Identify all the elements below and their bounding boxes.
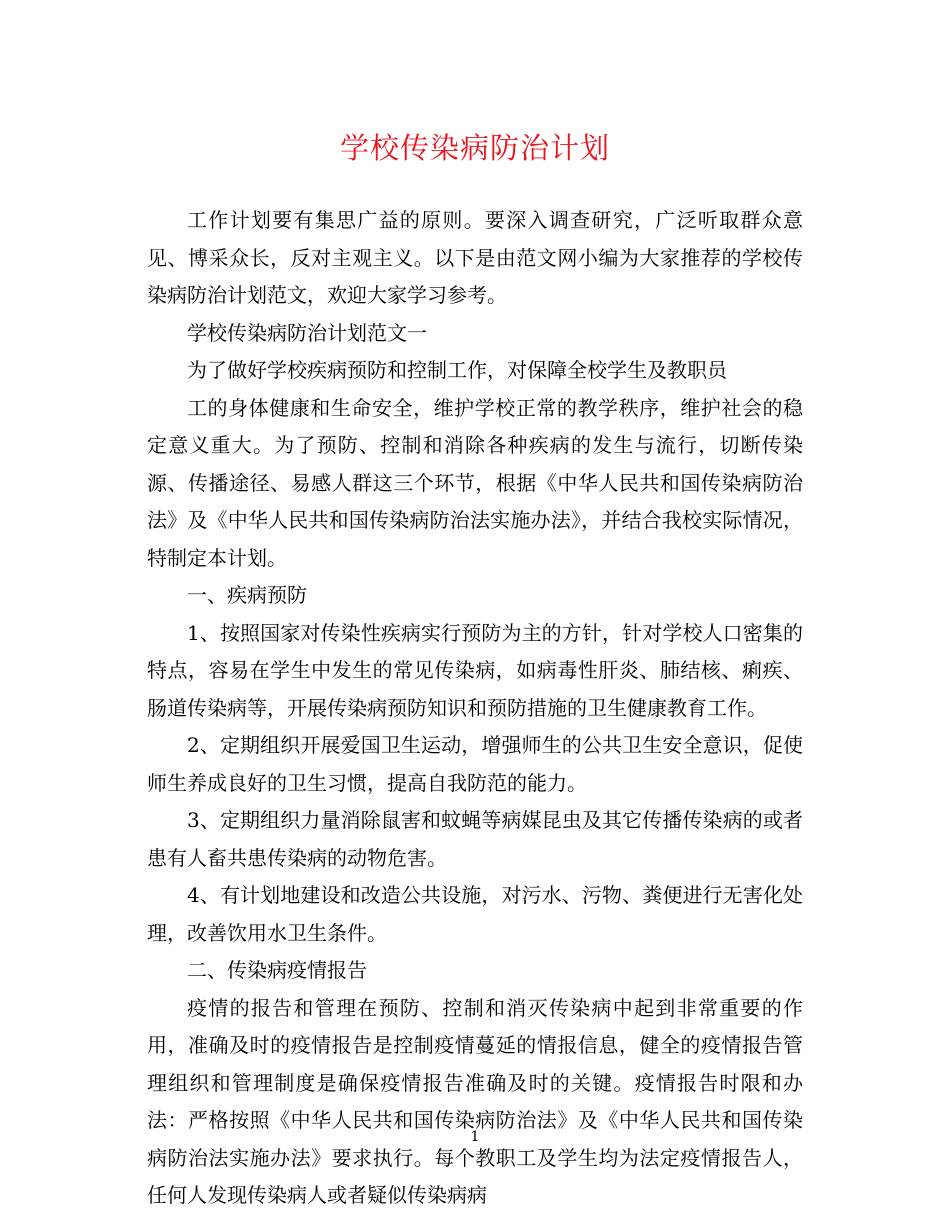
- paragraph-intro: 工作计划要有集思广益的原则。要深入调查研究，广泛听取群众意见、博采众长，反对主观主义。以下是由范文网小编为大家推荐的学校传染病防治计划范文，欢迎大家学习参考。: [147, 208, 803, 307]
- paragraph-purpose-body: 工的身体健康和生命安全，维护学校正常的教学秩序，维护社会的稳定意义重大。为了预防、控制和消除各种疾病的发生与流行，切断传染源、传播途径、易感人群这三个环节，根据《中华人民共和国传染病防治法》及《中华人民共和国传染病防治法实施办法》，并结合我校实际情况，特制定本计划。: [147, 395, 803, 570]
- section-heading-disease-prevention: 一、疾病预防: [187, 583, 307, 607]
- paragraph-item-3: 3、定期组织力量消除鼠害和蚊蝇等病媒昆虫及其它传播传染病的或者患有人畜共患传染病的动物危害。: [147, 808, 803, 870]
- paragraph-purpose-line: 为了做好学校疾病预防和控制工作，对保障全校学生及教职员: [187, 358, 727, 382]
- document-title: 学校传染病防治计划: [339, 131, 610, 165]
- paragraph-heading-sample-one: 学校传染病防治计划范文一: [187, 320, 427, 345]
- paragraph-item-2: 2、定期组织开展爱国卫生运动，增强师生的公共卫生安全意识，促使师生养成良好的卫生习惯，提高自我防范的能力。: [147, 733, 803, 795]
- paragraph-epidemic-report: 疫情的报告和管理在预防、控制和消灭传染病中起到非常重要的作用，准确及时的疫情报告是控制疫情蔓延的情报信息，健全的疫情报告管理组织和管理制度是确保疫情报告准确及时的关键。疫情报告时限和办法：严格按照《中华人民共和国传染病防治法》及《中华人民共和国传染病防治法实施办法》要求执行。每个教职工及学生均为法定疫情报告人，任何人发现传染病人或者疑似传染病病: [147, 995, 803, 1207]
- paragraph-item-4: 4、有计划地建设和改造公共设施，对污水、污物、粪便进行无害化处理，改善饮用水卫生条件。: [147, 883, 803, 945]
- document-body: [147, 202, 803, 1215]
- page-number: 1: [470, 1129, 480, 1145]
- section-heading-epidemic-report: 二、传染病疫情报告: [187, 958, 367, 982]
- paragraph-item-1: 1、按照国家对传染性疾病实行预防为主的方针，针对学校人口密集的特点，容易在学生中发生的常见传染病，如病毒性肝炎、肺结核、痢疾、肠道传染病等，开展传染病预防知识和预防措施的卫生健康教育工作。: [147, 620, 803, 720]
